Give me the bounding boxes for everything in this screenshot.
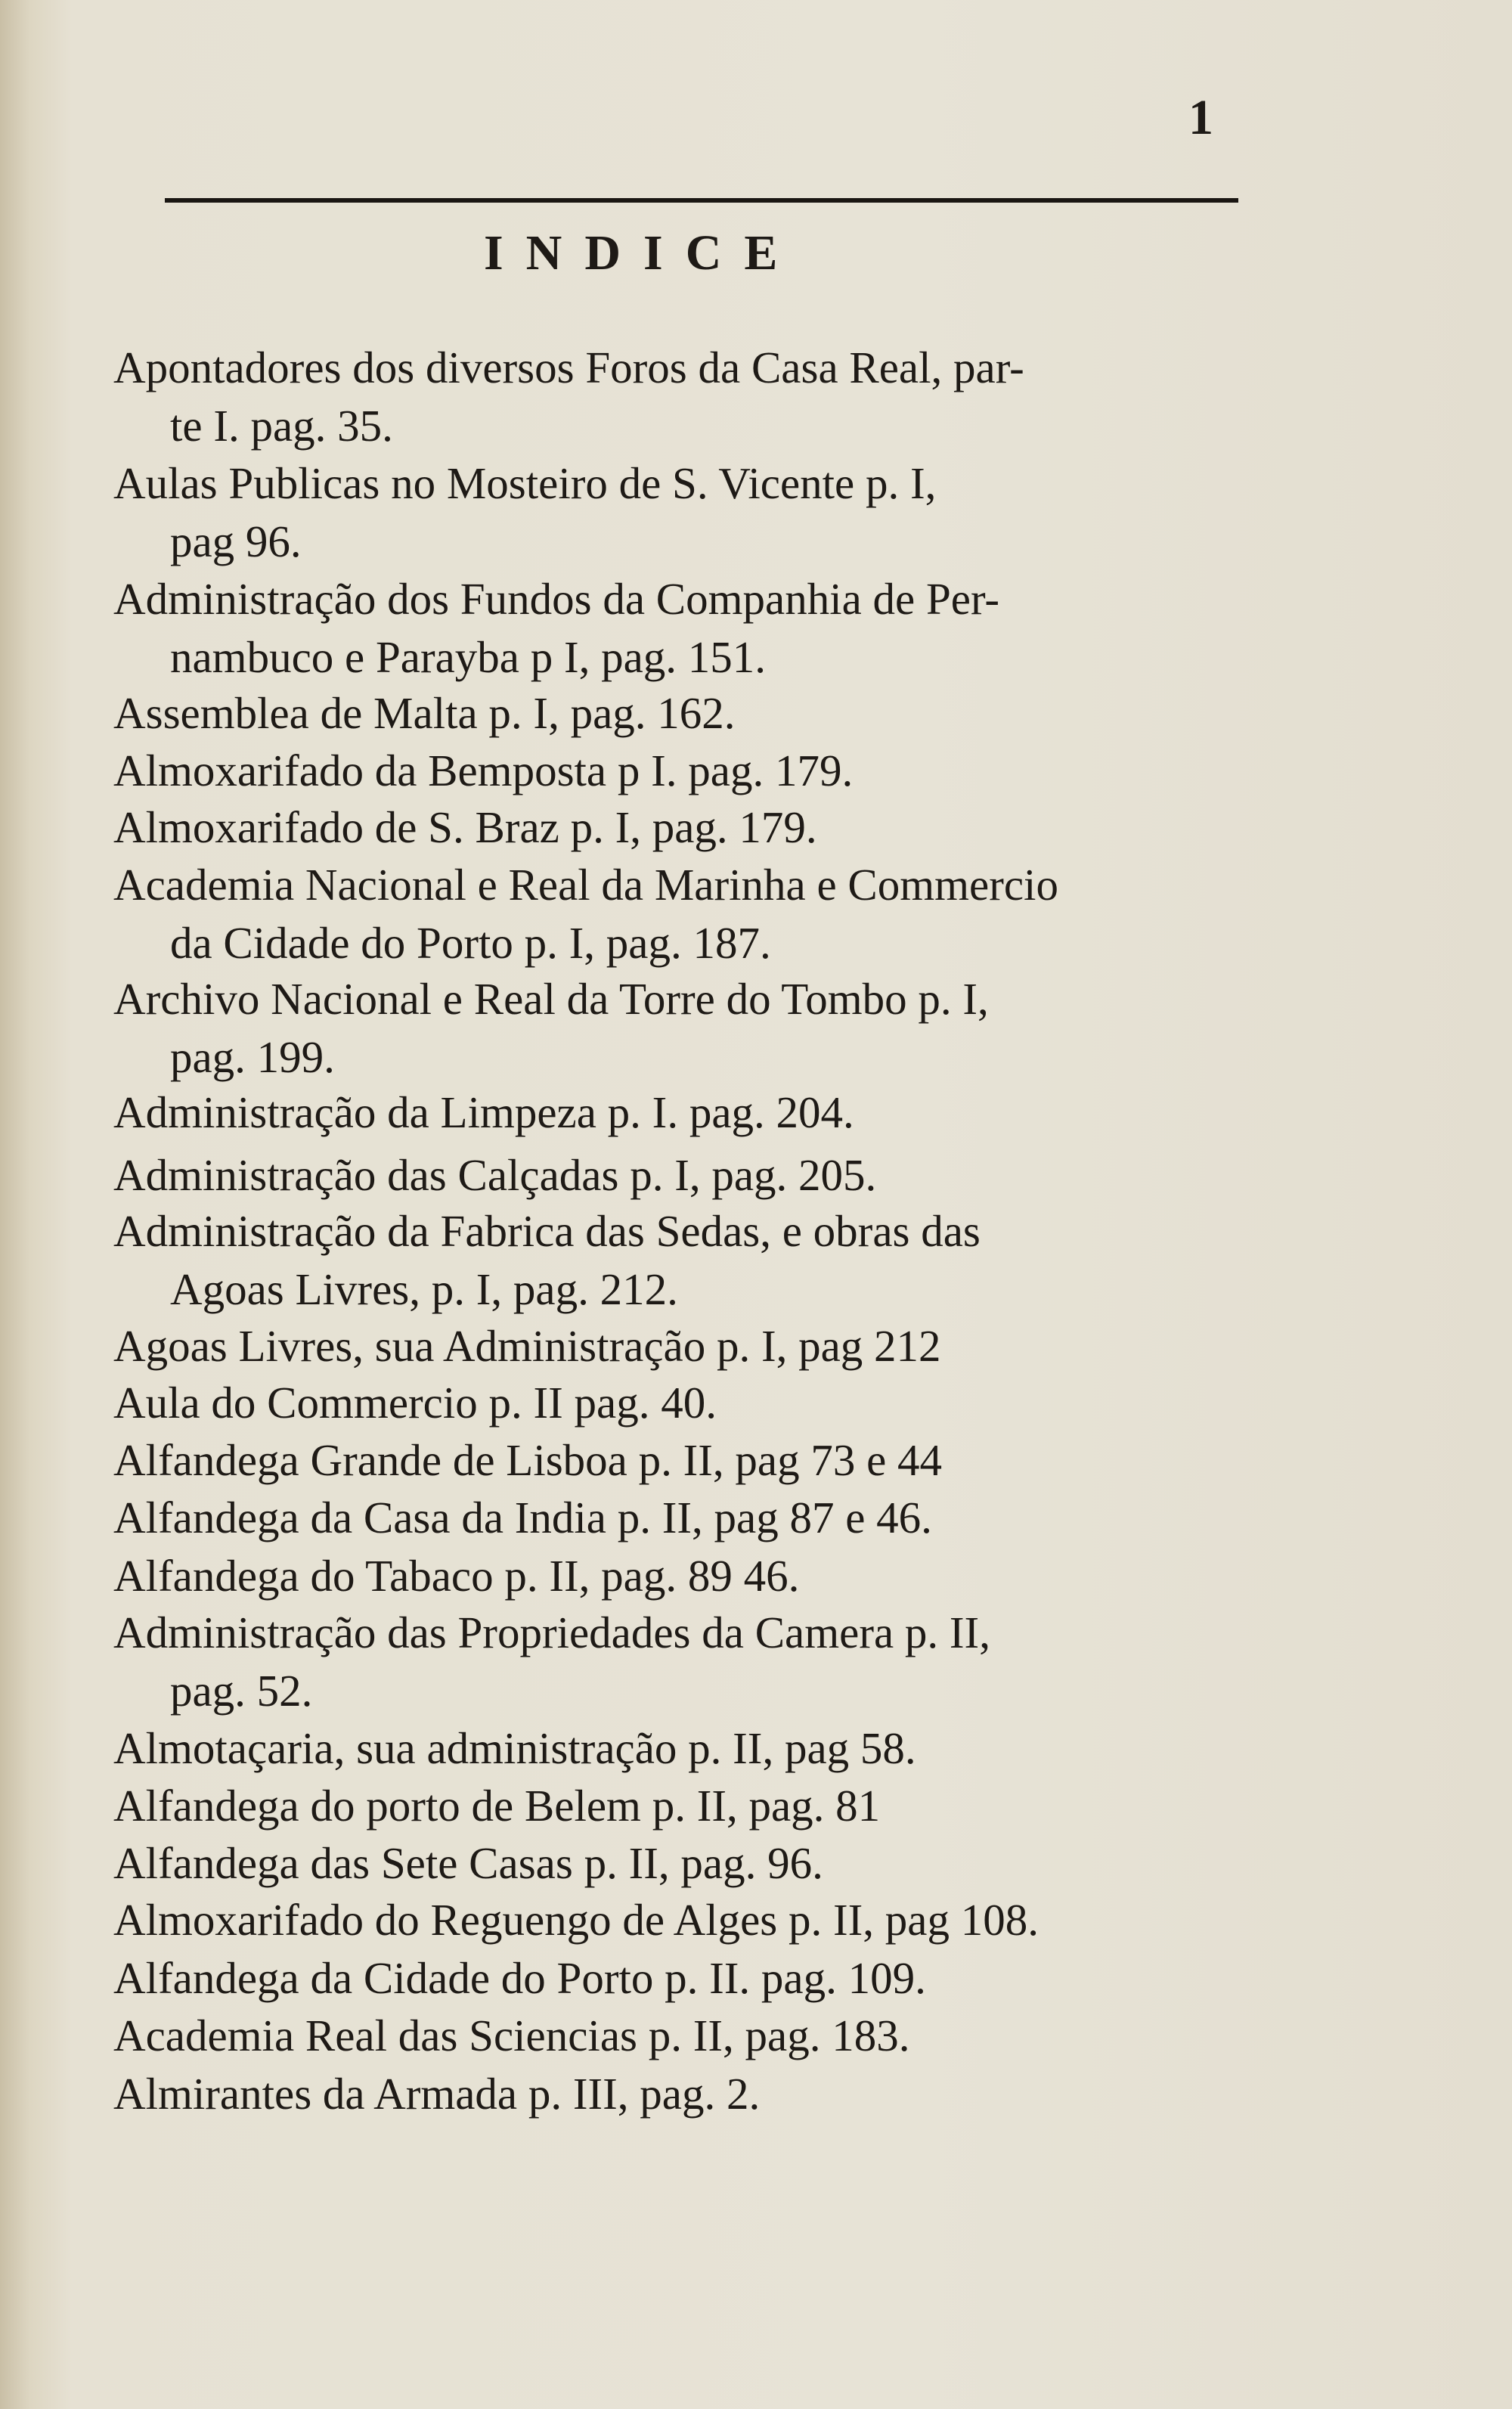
entry-line: Almoxarifado do Reguengo de Alges p. II, pag 108.: [113, 1895, 1039, 1945]
index-entry: [113, 570, 1293, 687]
entry-line: Administração das Propriedades da Camera p. II,: [113, 1608, 990, 1657]
entry-continuation: pag. 199.: [170, 1032, 335, 1082]
index-entry: [113, 1834, 1293, 1893]
entry-line: Aulas Publicas no Mosteiro de S. Vicente p. I,: [113, 458, 937, 508]
entry-line: Academia Nacional e Real da Marinha e Commercio: [113, 860, 1058, 910]
entry-line: Almoxarifado da Bemposta p I. pag. 179.: [113, 746, 854, 795]
index-entry: [113, 970, 1293, 1087]
entry-line: Alfandega Grande de Lisboa p. II, pag 73 e 44: [113, 1435, 943, 1485]
entry-continuation: te I. pag. 35.: [170, 401, 393, 451]
index-entry: [113, 1604, 1293, 1720]
entry-line: Apontadores dos diversos Foros da Casa Real, par-: [113, 343, 1024, 392]
entry-line: Administração da Limpeza p. I. pag. 204.: [113, 1087, 854, 1137]
entry-line: Almirantes da Armada p. III, pag. 2.: [113, 2069, 761, 2119]
index-entry: [113, 1083, 1293, 1142]
entry-line: Archivo Nacional e Real da Torre do Tombo p. I,: [113, 974, 989, 1024]
index-entry: [113, 2006, 1293, 2065]
index-entry: [113, 1776, 1293, 1835]
index-entry: [113, 1146, 1293, 1204]
index-entry: [113, 1373, 1293, 1432]
index-entry: [113, 856, 1293, 972]
entry-continuation: pag 96.: [170, 516, 302, 566]
index-entry: [113, 1719, 1293, 1778]
index-entry: [113, 1949, 1293, 2008]
entry-line: Aula do Commercio p. II pag. 40.: [113, 1378, 717, 1428]
entry-line: Alfandega das Sete Casas p. II, pag. 96.: [113, 1838, 823, 1888]
index-entry: [113, 1316, 1293, 1375]
entry-line: Alfandega da Casa da India p. II, pag 87 e 46.: [113, 1493, 932, 1542]
entry-continuation: da Cidade do Porto p. I, pag. 187.: [170, 918, 771, 968]
entry-line: Almotaçaria, sua administração p. II, pag 58.: [113, 1723, 916, 1773]
index-entry: [113, 1431, 1293, 1490]
index-entry: [113, 1488, 1293, 1547]
index-entry: [113, 339, 1293, 455]
header-rule: [165, 198, 1238, 203]
entry-continuation: Agoas Livres, p. I, pag. 212.: [170, 1264, 678, 1314]
index-entry: [113, 1890, 1293, 1949]
index-entry: [113, 1202, 1293, 1319]
entry-line: Assemblea de Malta p. I, pag. 162.: [113, 688, 736, 738]
page-number: 1: [1188, 90, 1215, 145]
entry-line: Alfandega do porto de Belem p. II, pag. 81: [113, 1781, 881, 1831]
index-entry: [113, 454, 1293, 571]
entry-line: Academia Real das Sciencias p. II, pag. 183.: [113, 2011, 910, 2060]
entry-line: Administração dos Fundos da Companhia de Per-: [113, 574, 1000, 624]
entry-line: Alfandega do Tabaco p. II, pag. 89 46.: [113, 1551, 800, 1601]
entry-line: Administração das Calçadas p. I, pag. 205.: [113, 1150, 877, 1200]
index-entry: [113, 684, 1293, 743]
entry-continuation: nambuco e Parayba p I, pag. 151.: [170, 632, 767, 682]
index-title: INDICE: [484, 225, 801, 281]
index-entry: [113, 798, 1293, 857]
index-entry: [113, 2064, 1293, 2123]
index-entry: [113, 741, 1293, 800]
index-entry: [113, 1546, 1293, 1605]
entry-continuation: pag. 52.: [170, 1666, 313, 1716]
entry-line: Alfandega da Cidade do Porto p. II. pag. 109.: [113, 1953, 926, 2003]
entry-line: Administração da Fabrica das Sedas, e obras das: [113, 1206, 981, 1256]
entry-line: Almoxarifado de S. Braz p. I, pag. 179.: [113, 802, 817, 852]
entry-line: Agoas Livres, sua Administração p. I, pag 212: [113, 1321, 941, 1371]
